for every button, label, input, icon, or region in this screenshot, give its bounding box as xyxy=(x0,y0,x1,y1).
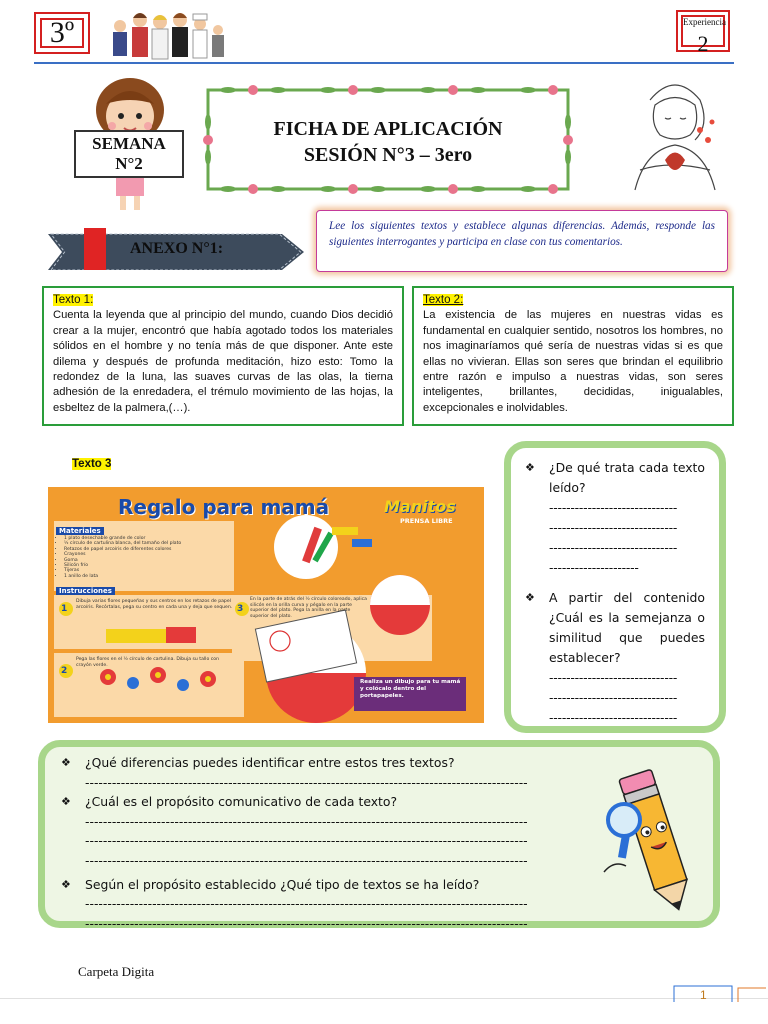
texto3-label-text: Texto 3 xyxy=(72,458,112,470)
woman-sketch-illustration xyxy=(620,70,730,200)
diamond-bullet-icon: ❖ xyxy=(525,461,535,474)
step-3-number: 3 xyxy=(237,604,244,614)
answer-line[interactable]: --------------------------------------------------------------------------------------------------- xyxy=(85,774,528,790)
footer-text: Carpeta Digita xyxy=(78,964,155,979)
texto1-body: Cuenta la leyenda que al principio del mundo, cuando Dios decidió crear a la mujer, encontró que había agotado todos los materiales sólidos en el hombre y no tenía más de que disponer. Ante este dilema y después de profunda meditación, hizo esto: Tomo la redondez de la luna, las suaves curvas de las olas, la tierna adhesión de la enredadera, el trémulo movimiento de las hojas, la esbeltez de la palmera,(…). xyxy=(53,309,393,414)
answer-line[interactable]: ------------------------------ xyxy=(549,520,678,535)
answer-line[interactable]: --------------------------------------------------------------------------------------------------- xyxy=(85,813,528,829)
materiales-title: Materiales xyxy=(56,527,104,535)
page-title-line1: FICHA DE APLICACIÓN xyxy=(273,118,503,140)
poster-brand-sub: PRENSA LIBRE xyxy=(400,517,453,525)
bottom-question-3-text: Según el propósito establecido ¿Qué tipo de textos se ha leído? xyxy=(85,876,480,892)
materiales-list xyxy=(52,536,214,579)
answer-line[interactable]: --------------------------------------------------------------------------------------------------- xyxy=(85,915,528,931)
diamond-bullet-icon: ❖ xyxy=(61,795,71,809)
answer-line[interactable]: ------------------------------ xyxy=(549,500,678,515)
answer-line[interactable]: --------------------- xyxy=(549,560,639,575)
instrucciones-title: Instrucciones xyxy=(56,587,115,595)
answer-line[interactable]: ------------------------------ xyxy=(549,540,678,555)
bottom-question-2-text: ¿Cuál es el propósito comunicativo de cada texto? xyxy=(85,794,398,810)
grade-label: 3º xyxy=(49,16,75,49)
texto2-body: La existencia de las mujeres en nuestras vidas es fundamental en cualquier sentido, nosotros los hombres, no nos imaginaríamos qué sería de nuestras vidas si es que ellas no vivieran. Ellas son seres que brindan el equilibrio entre razón e impulso a nuestras vidas, son seres inteligentes, brillantes, decididas, inigualables, excepcionales e inolvidables. xyxy=(423,309,723,414)
side-questions-box xyxy=(504,441,726,733)
diamond-bullet-icon: ❖ xyxy=(61,756,71,769)
footer-rule xyxy=(0,998,768,999)
anexo-ribbon xyxy=(48,228,306,270)
texto2-label: Texto 2: xyxy=(423,294,464,306)
side-question-2 xyxy=(521,588,705,728)
step-1-text: Dibuja varias flores pequeñas y sus centros en los retazos de papel arcoíris. Recórtalas, pega su centro en cada una y deja que sequen. xyxy=(76,599,233,610)
step-2-number: 2 xyxy=(61,666,68,676)
side-question-1 xyxy=(521,458,705,578)
experience-number: 2 xyxy=(697,31,709,56)
semana-line2: N°2 xyxy=(115,154,143,173)
side-question-1-text: ¿De qué trata cada texto leído? xyxy=(549,460,705,495)
diamond-bullet-icon: ❖ xyxy=(525,591,535,604)
materiales-item: • Crayones xyxy=(64,552,214,557)
step-1-number: 1 xyxy=(61,604,68,614)
side-question-2-text: A partir del contenido ¿Cuál es la semejanza o similitud que puedes establecer? xyxy=(549,590,705,665)
poster-callout: Realiza un dibujo para tu mamá y colócalo dentro del portapapeles. xyxy=(360,679,461,699)
poster-brand: Manitos xyxy=(384,497,456,516)
materiales-item: • 1 plato desechable grande de color xyxy=(64,536,214,541)
page-title-line2: SESIÓN N°3 – 3ero xyxy=(303,144,473,166)
answer-line[interactable]: --------------------------------------------------------------------------------------------------- xyxy=(85,896,528,912)
answer-line[interactable]: ------------------------------ xyxy=(549,670,678,685)
answer-line[interactable]: ------------------------------ xyxy=(549,710,678,725)
step-3-text: En la parte de atrás del ½ círculo coloreado, aplica silicón en la orilla curva y pégalo en la parte superior del plato. Pega la anilla en la parte superior del plato. xyxy=(250,597,367,619)
materiales-item: • Silicón frío xyxy=(64,563,214,568)
texto1-label: Texto 1: xyxy=(53,294,94,306)
step-2-text: Pega las flores en el ½ círculo de cartulina. Dibuja su tallo con crayón verde. xyxy=(76,657,219,668)
materiales-item: • Retazos de papel arcoíris de diferentes colores xyxy=(64,547,214,552)
poster-title: Regalo para mamá xyxy=(118,495,330,519)
experience-label: Experiencia xyxy=(683,17,726,27)
semana-sign xyxy=(74,130,184,178)
materiales-item: • 1 anillo de lata xyxy=(64,574,214,579)
texto2-box xyxy=(412,286,734,426)
title-frame xyxy=(198,82,578,197)
semana-line1: SEMANA xyxy=(92,134,166,153)
craft-poster xyxy=(48,487,484,723)
professions-illustration xyxy=(100,6,230,62)
texto3-label xyxy=(72,458,111,470)
page-number: 1 xyxy=(700,988,707,1002)
experience-box xyxy=(676,10,730,56)
instructions-box: Lee los siguientes textos y establece algunas diferencias. Además, responde las siguientes interrogantes y participa en clase con tus comentarios. xyxy=(316,210,728,272)
grade-box xyxy=(34,12,90,54)
pencil-magnifier-illustration xyxy=(600,762,710,922)
answer-line[interactable]: --------------------------------------------------------------------------------------------------- xyxy=(85,833,528,849)
materiales-item: • Tijeras xyxy=(64,568,214,573)
bottom-question-1-text: ¿Qué diferencias puedes identificar entre estos tres textos? xyxy=(85,755,455,770)
page-number-frame xyxy=(672,984,768,1004)
texto1-box xyxy=(42,286,404,426)
diamond-bullet-icon: ❖ xyxy=(61,877,71,891)
answer-line[interactable]: --------------------------------------------------------------------------------------------------- xyxy=(85,852,528,868)
anexo-label: ANEXO N°1: xyxy=(130,240,224,257)
materiales-item: • ½ círculo de cartulina blanca, del tamaño del plato xyxy=(64,541,214,546)
materiales-item: • Goma xyxy=(64,558,214,563)
header-rule xyxy=(34,62,734,64)
answer-line[interactable]: ------------------------------ xyxy=(549,690,678,705)
